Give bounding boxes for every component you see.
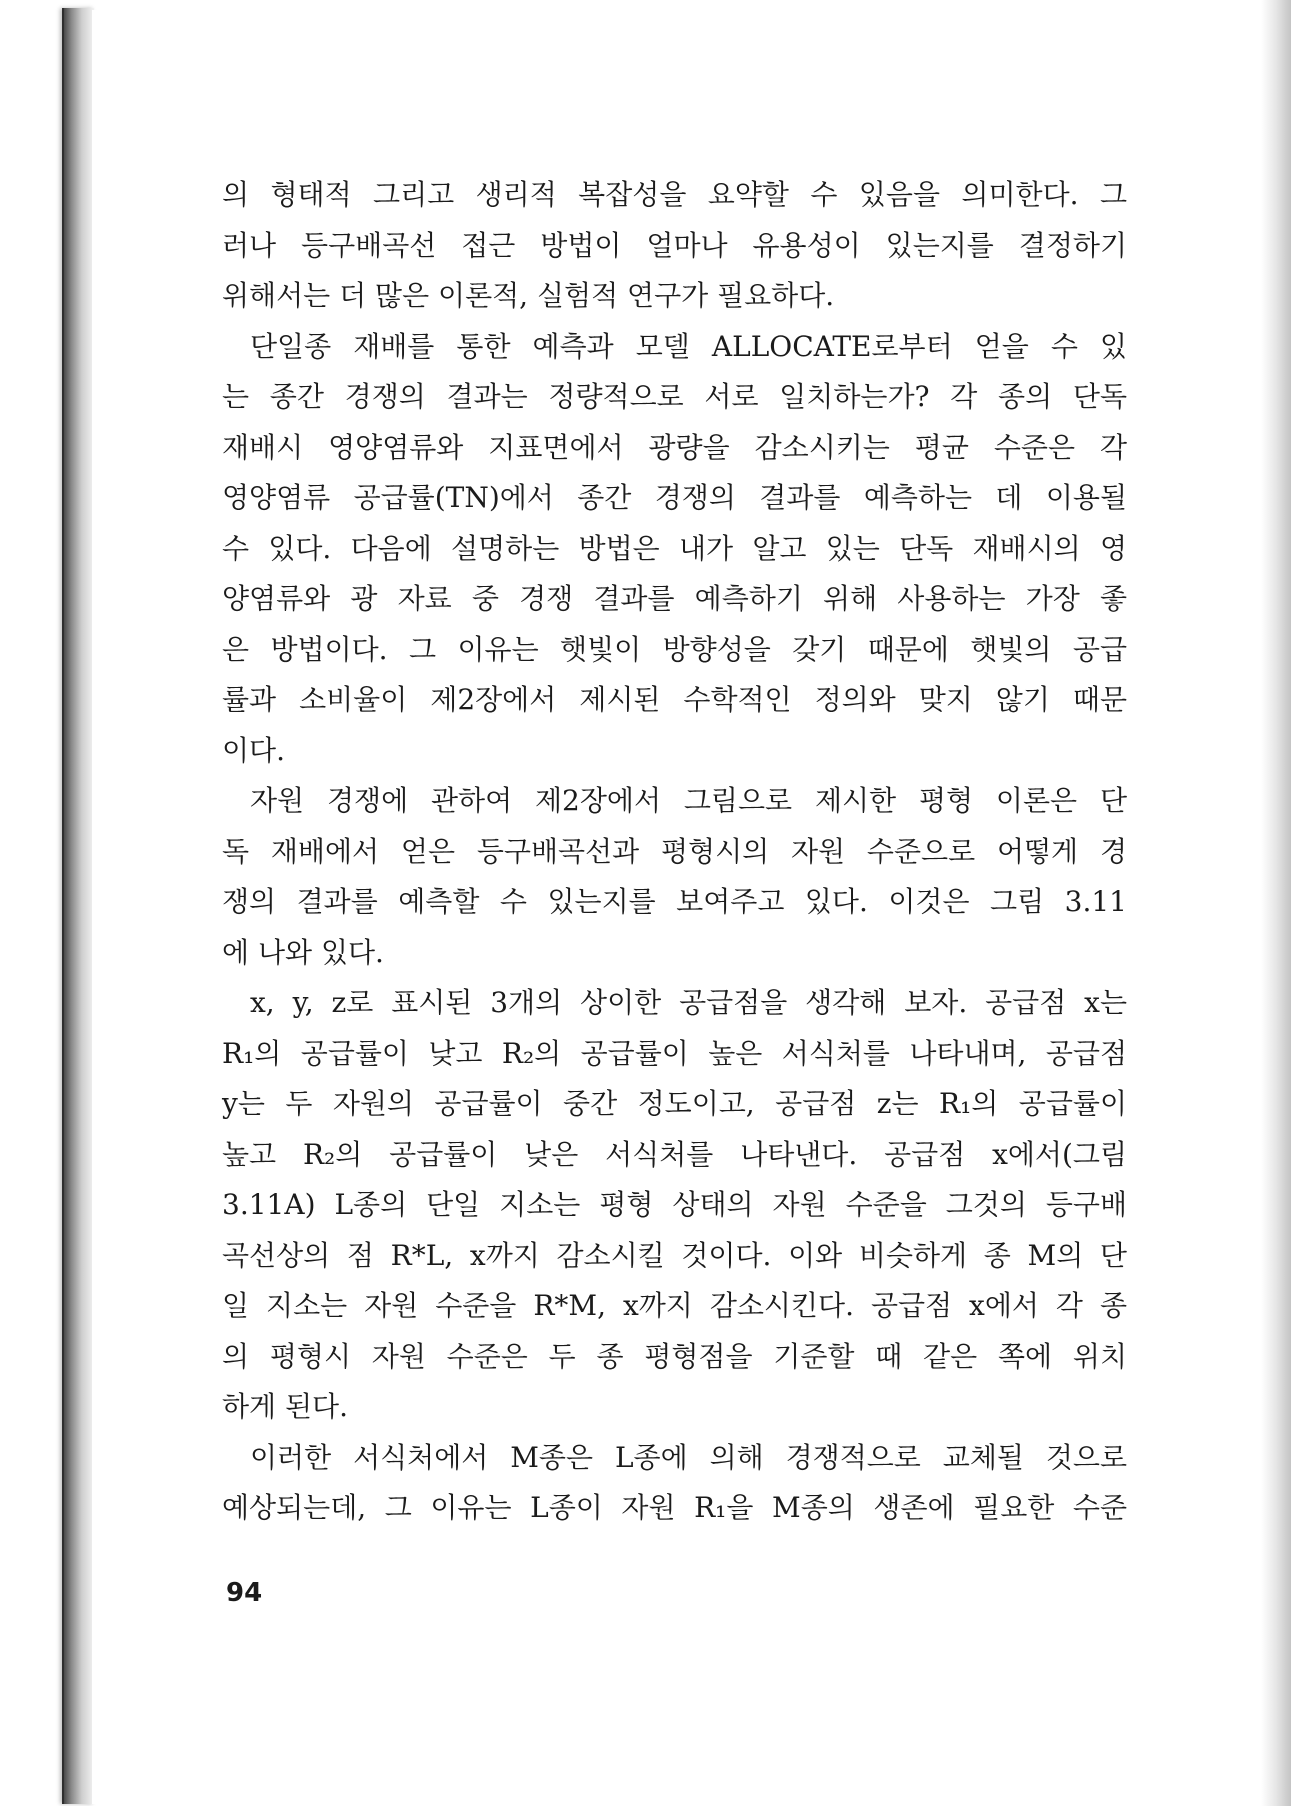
page-right-shadow	[1261, 0, 1291, 1806]
text-line: 률과 소비율이 제2장에서 제시된 수학적인 정의와 맞지 않기 때문	[222, 683, 1127, 716]
page-number: 94	[226, 1578, 263, 1608]
text-line: R₁의 공급률이 낮고 R₂의 공급률이 높은 서식처를 나타내며, 공급점	[222, 1036, 1127, 1070]
text-line: 자원 경쟁에 관하여 제2장에서 그림으로 제시한 평형 이론은 단	[250, 784, 1127, 817]
text-line: 위해서는 더 많은 이론적, 실험적 연구가 필요하다.	[222, 279, 835, 312]
text-line: 일 지소는 자원 수준을 R*M, x까지 감소시킨다. 공급점 x에서 각 종	[222, 1289, 1127, 1322]
text-line: 의 평형시 자원 수준은 두 종 평형점을 기준할 때 같은 쪽에 위치	[222, 1339, 1127, 1373]
book-spine-edge	[62, 8, 94, 1804]
text-line: 하게 된다.	[222, 1390, 348, 1423]
text-line: x, y, z로 표시된 3개의 상이한 공급점을 생각해 보자. 공급점 x는	[250, 986, 1127, 1019]
text-line: 단일종 재배를 통한 예측과 모델 ALLOCATE로부터 얻을 수 있	[250, 329, 1127, 363]
text-line: 수 있다. 다음에 설명하는 방법은 내가 알고 있는 단독 재배시의 영	[222, 531, 1127, 565]
text-line: 재배시 영양염류와 지표면에서 광량을 감소시키는 평균 수준은 각	[222, 430, 1127, 464]
body-text	[222, 170, 1127, 1534]
text-line: 의 형태적 그리고 생리적 복잡성을 요약할 수 있음을 의미한다. 그	[222, 178, 1127, 211]
text-line: 는 종간 경쟁의 결과는 정량적으로 서로 일치하는가? 각 종의 단독	[222, 380, 1127, 413]
text-line: 이러한 서식처에서 M종은 L종에 의해 경쟁적으로 교체될 것으로	[250, 1440, 1127, 1474]
text-line: 에 나와 있다.	[222, 935, 384, 969]
text-line: 영양염류 공급률(TN)에서 종간 경쟁의 결과를 예측하는 데 이용될	[222, 481, 1127, 514]
text-line: 쟁의 결과를 예측할 수 있는지를 보여주고 있다. 이것은 그림 3.11	[222, 885, 1127, 918]
text-line: 양염류와 광 자료 중 경쟁 결과를 예측하기 위해 사용하는 가장 좋	[222, 582, 1127, 615]
text-line: 이다.	[222, 733, 285, 767]
text-line: 곡선상의 점 R*L, x까지 감소시킬 것이다. 이와 비슷하게 종 M의 단	[222, 1238, 1127, 1272]
text-line: 높고 R₂의 공급률이 낮은 서식처를 나타낸다. 공급점 x에서(그림	[222, 1137, 1127, 1171]
text-line: 예상되는데, 그 이유는 L종이 자원 R₁을 M종의 생존에 필요한 수준	[222, 1491, 1127, 1524]
text-line: 은 방법이다. 그 이유는 햇빛이 방향성을 갖기 때문에 햇빛의 공급	[222, 632, 1127, 666]
text-line: 독 재배에서 얻은 등구배곡선과 평형시의 자원 수준으로 어떻게 경	[222, 834, 1127, 868]
text-line: 3.11A) L종의 단일 지소는 평형 상태의 자원 수준을 그것의 등구배	[222, 1188, 1127, 1221]
text-line: 러나 등구배곡선 접근 방법이 얼마나 유용성이 있는지를 결정하기	[222, 228, 1127, 262]
text-line: y는 두 자원의 공급률이 중간 정도이고, 공급점 z는 R₁의 공급률이	[222, 1087, 1127, 1120]
